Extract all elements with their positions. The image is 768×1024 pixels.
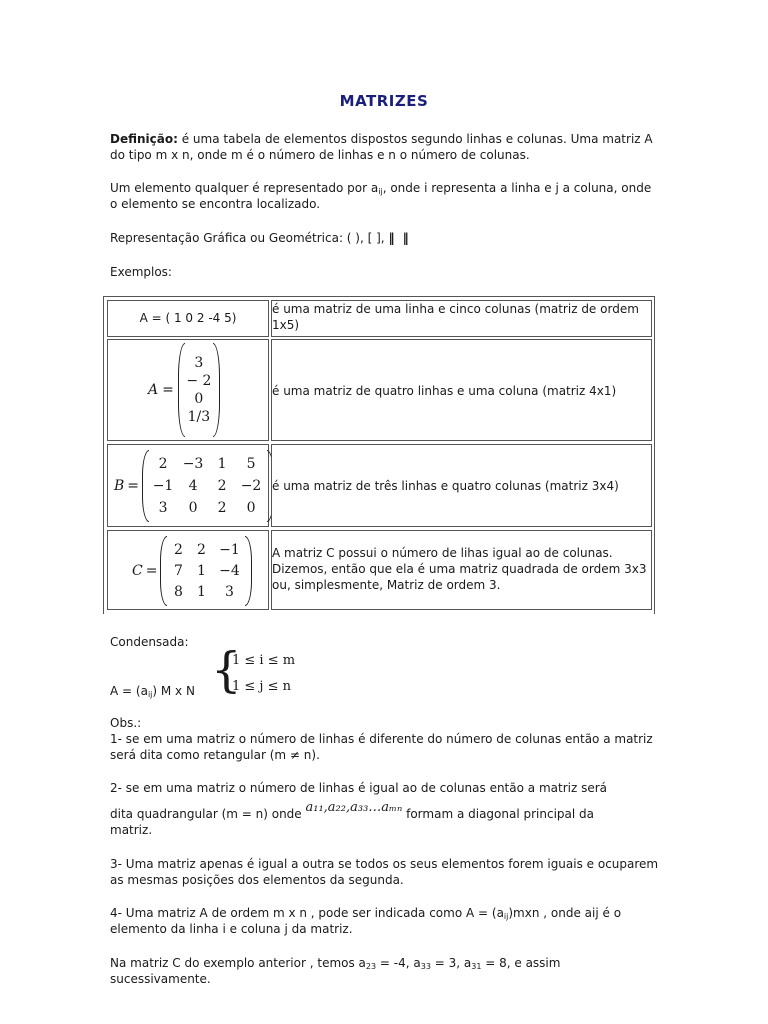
matrix-cell: − 2	[186, 373, 212, 389]
formula-text-2: ) M x N	[152, 684, 195, 698]
matrix-cell: 4	[188, 478, 198, 494]
table-row-1-right	[271, 300, 652, 337]
matrix-cell: 2	[196, 542, 206, 558]
right-paren	[213, 343, 220, 437]
matrix-cell: 1	[196, 563, 206, 579]
matrix-cell: 0	[188, 500, 198, 516]
equals-sign: =	[145, 563, 158, 579]
matrix-cell: 3	[194, 355, 204, 371]
equals-sign: =	[127, 478, 140, 494]
diagonal-elements: a₁₁,a₂₂,a₃₃…aₘₙ	[305, 800, 403, 815]
row-2-description: é uma matriz de quatro linhas e uma coluna (matriz 4x1)	[272, 384, 617, 398]
matrix-cell: 2	[217, 500, 227, 516]
matrix-cell: 0	[246, 500, 256, 516]
matrix-b-entries	[149, 456, 267, 516]
matrix-c-name: C	[132, 563, 143, 579]
examples-label: Exemplos:	[110, 265, 172, 279]
table-row-2-right	[271, 339, 652, 441]
obs-item-4	[110, 905, 660, 937]
matrix-c-entries	[167, 542, 245, 600]
row-4-description: A matriz C possui o número de lihas igual ao de colunas. Dizemos, então que ela é uma matriz quadrada de ordem 3x3 ou, simplesmente, Matriz de ordem 3.	[272, 546, 647, 592]
obs-item-2-line-1: 2- se em uma matriz o número de linhas é igual ao de colunas então a matriz será	[110, 781, 607, 795]
row-vector-text: A = ( 1 0 2 -4 5)	[139, 311, 237, 325]
obs-item-4-subscript: ij	[503, 912, 509, 921]
matrix-cell: 3	[158, 500, 168, 516]
obs-item-4-text: 4- Uma matriz A de ordem m x n , pode ser indicada como A = (a	[110, 906, 504, 920]
table-row-4-left	[107, 530, 269, 610]
final-subscript: 23	[365, 962, 377, 971]
matrix-cell: −1	[152, 478, 174, 494]
double-bar-symbol: ‖ ‖	[388, 231, 411, 245]
equals-sign: =	[162, 382, 174, 398]
matrix-cell: 0	[194, 391, 204, 407]
matrix-a-name: A	[148, 382, 159, 398]
definition-text: é uma tabela de elementos dispostos segundo linhas e colunas. Uma matriz A do tipo m x n, onde m é o número de linhas e n o número de colunas.	[110, 132, 653, 162]
matrix-cell: 5	[246, 456, 256, 472]
formula-subscript: ij	[147, 690, 153, 699]
definition-label: Definição:	[110, 132, 178, 146]
condensada-formula	[110, 683, 195, 699]
matrix-cell: 1/3	[187, 409, 211, 425]
curly-brace: {	[211, 642, 242, 698]
definition-paragraph	[110, 131, 660, 163]
condensada-conditions	[232, 648, 295, 700]
right-paren	[245, 536, 252, 606]
left-paren	[160, 536, 167, 606]
matrix-cell: 2	[158, 456, 168, 472]
matrix-cell: 7	[173, 563, 183, 579]
row-3-description: é uma matriz de três linhas e quatro colunas (matriz 3x4)	[272, 479, 619, 493]
matrix-cell: 2	[217, 478, 227, 494]
element-text-2: , onde i representa a linha e j a coluna, onde o elemento se encontra localizado.	[110, 181, 652, 211]
matrix-cell: 2	[173, 542, 183, 558]
obs-item-2-text: dita quadrangular (m = n) onde	[110, 807, 302, 821]
final-text-4: = 8, e assim sucessivamente.	[110, 956, 561, 986]
matrix-cell: −2	[240, 478, 262, 494]
matrix-cell: 1	[196, 584, 206, 600]
final-text-2: = -4, a	[376, 956, 421, 970]
element-paragraph	[110, 180, 660, 212]
matrix-a	[148, 342, 220, 438]
final-paragraph	[110, 955, 660, 987]
representation-text: Representação Gráfica ou Geométrica: ( ), [ ],	[110, 231, 385, 245]
page-title: MATRIZES	[339, 92, 429, 110]
condition-2: 1 ≤ j ≤ n	[232, 679, 291, 694]
table-row-4-right	[271, 530, 652, 610]
final-subscript-2: 33	[420, 962, 431, 971]
row-1-description: é uma matriz de uma linha e cinco colunas (matriz de ordem 1x5)	[272, 302, 639, 332]
element-text: Um elemento qualquer é representado por a	[110, 181, 379, 195]
formula-text: A = (a	[110, 684, 148, 698]
matrix-cell: 1	[217, 456, 227, 472]
final-text: Na matriz C do exemplo anterior , temos a	[110, 956, 366, 970]
obs-item-2-text-2: formam a diagonal principal da	[406, 807, 594, 821]
left-paren	[142, 450, 149, 522]
matrix-cell: −1	[219, 542, 240, 558]
table-row-2-left	[107, 339, 269, 441]
matrix-a-entries	[185, 355, 213, 425]
matrix-c	[132, 535, 252, 607]
representation-paragraph	[110, 230, 660, 246]
condensada-label: Condensada:	[110, 635, 189, 649]
obs-item-2-line-2	[110, 800, 660, 823]
table-row-1-left	[107, 300, 269, 337]
final-text-3: = 3, a	[430, 956, 472, 970]
final-subscript-3: 31	[471, 962, 482, 971]
obs-label: Obs.:	[110, 716, 142, 730]
matrix-b	[114, 449, 274, 523]
obs-item-3: 3- Uma matriz apenas é igual a outra se todos os seus elementos forem iguais e ocuparem as mesmas posições dos elementos da segunda.	[110, 857, 659, 887]
obs-item-2-line-3: matriz.	[110, 823, 153, 837]
matrix-b-name: B	[114, 478, 125, 494]
matrix-cell: −4	[219, 563, 240, 579]
condition-1: 1 ≤ i ≤ m	[232, 653, 296, 668]
table-row-3-right	[271, 444, 652, 527]
left-paren	[178, 343, 185, 437]
examples-table	[103, 296, 655, 614]
matrix-cell: −3	[182, 456, 204, 472]
matrix-cell: 8	[173, 584, 183, 600]
obs-item-1: 1- se em uma matriz o número de linhas é diferente do número de colunas então a matriz será dita como retangular (m ≠ n).	[110, 732, 653, 762]
element-subscript: ij	[378, 187, 383, 196]
table-row-3-left	[107, 444, 269, 527]
obs-item-4-text-2: )mxn , onde aij é o elemento da linha i e coluna j da matriz.	[110, 906, 622, 936]
matrix-cell: 3	[224, 584, 234, 600]
